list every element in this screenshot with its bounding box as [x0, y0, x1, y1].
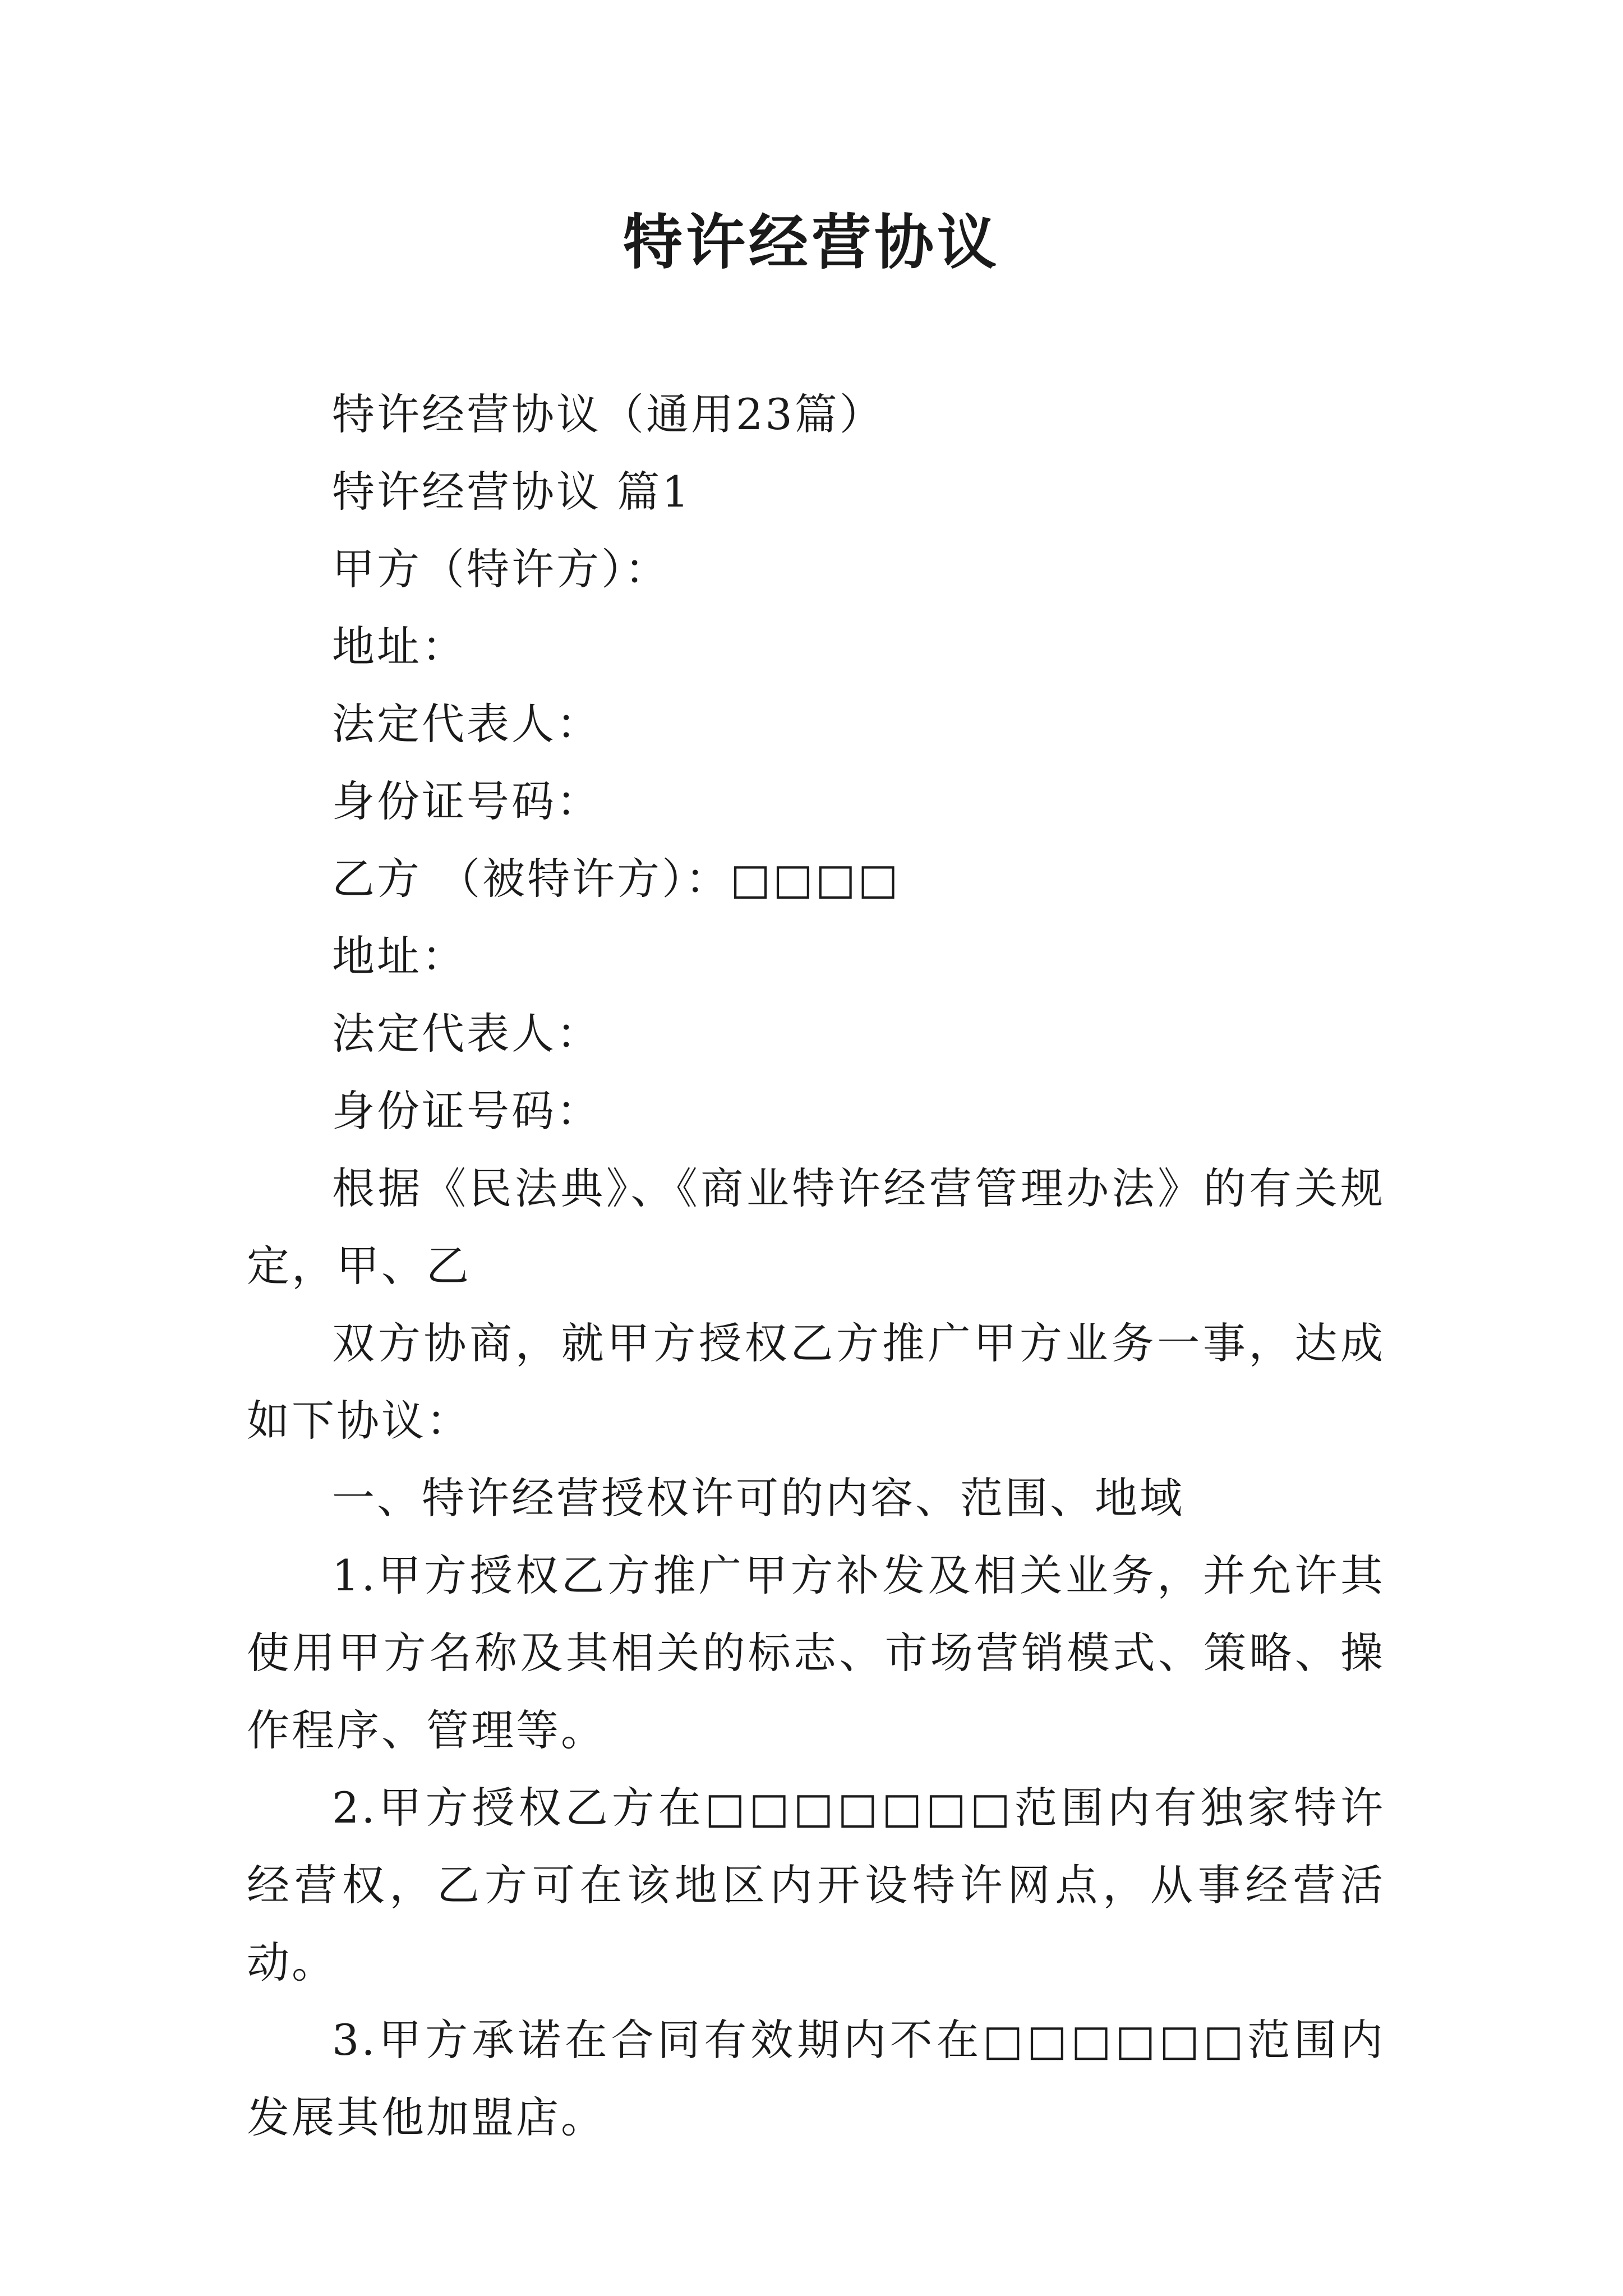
party-a-label: 甲方（特许方）： [332, 544, 670, 594]
party-b-label: 乙方 （被特许方）：□□□□ [332, 854, 901, 904]
clause-1-1: 1.甲方授权乙方推广甲方补发及相关业务，并允许其使用甲方名称及其相关的标志、市场营销模式、策略、操作程序、管理等。 [247, 1550, 1385, 1755]
party-b-address: 地址： [332, 931, 467, 981]
clause-1-2: 2.甲方授权乙方在□□□□□□□范围内有独家特许经营权，乙方可在该地区内开设特许网点，从事经营活动。 [247, 1783, 1385, 1987]
clause-heading-1: 一、特许经营授权许可的内容、范围、地域 [332, 1473, 1184, 1523]
party-b-id-number: 身份证号码： [332, 1086, 601, 1136]
clause-1-3: 3.甲方承诺在合同有效期内不在□□□□□□范围内发展其他加盟店。 [247, 2015, 1385, 2142]
party-a-representative: 法定代表人： [332, 699, 601, 749]
party-a-id-number: 身份证号码： [332, 776, 601, 826]
document-body [247, 376, 1385, 2156]
agreement-intro-paragraph: 双方协商，就甲方授权乙方推广甲方业务一事，达成如下协议： [247, 1318, 1385, 1446]
party-b-representative: 法定代表人： [332, 1009, 601, 1059]
document-title: 特许经营协议 [623, 207, 1000, 277]
section-heading: 特许经营协议 篇1 [332, 467, 691, 517]
legal-basis-paragraph: 根据《民法典》、《商业特许经营管理办法》的有关规定，甲、乙 [247, 1163, 1385, 1291]
party-a-address: 地址： [332, 622, 467, 671]
doc-subtitle: 特许经营协议（通用23篇） [332, 389, 884, 439]
